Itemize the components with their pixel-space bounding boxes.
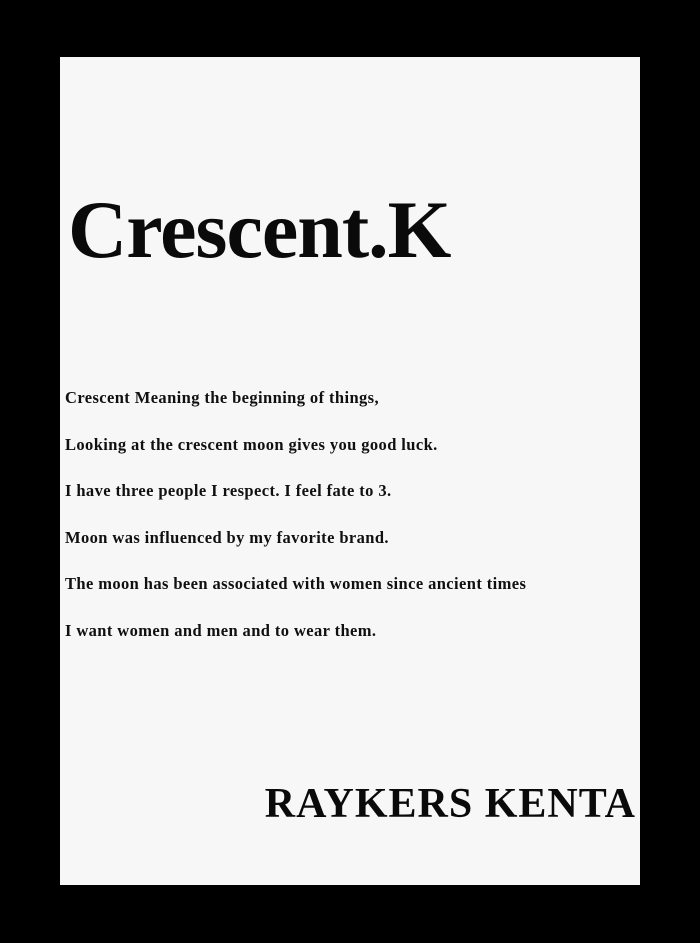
body-line: I have three people I respect. I feel fate to 3. <box>65 481 392 500</box>
body-line: Moon was influenced by my favorite brand. <box>65 527 389 547</box>
poster-body-text <box>65 390 640 639</box>
poster-sheet <box>60 57 640 885</box>
page-title: Crescent.K <box>68 184 451 275</box>
body-line: I want women and men and to wear them. <box>65 620 377 640</box>
signature-text: RAYKERS KENTA <box>264 781 636 827</box>
body-line: Looking at the crescent moon gives you good luck. <box>65 434 438 454</box>
body-line: The moon has been associated with women since ancient times <box>65 574 527 593</box>
body-line: Crescent Meaning the beginning of things, <box>65 388 380 407</box>
